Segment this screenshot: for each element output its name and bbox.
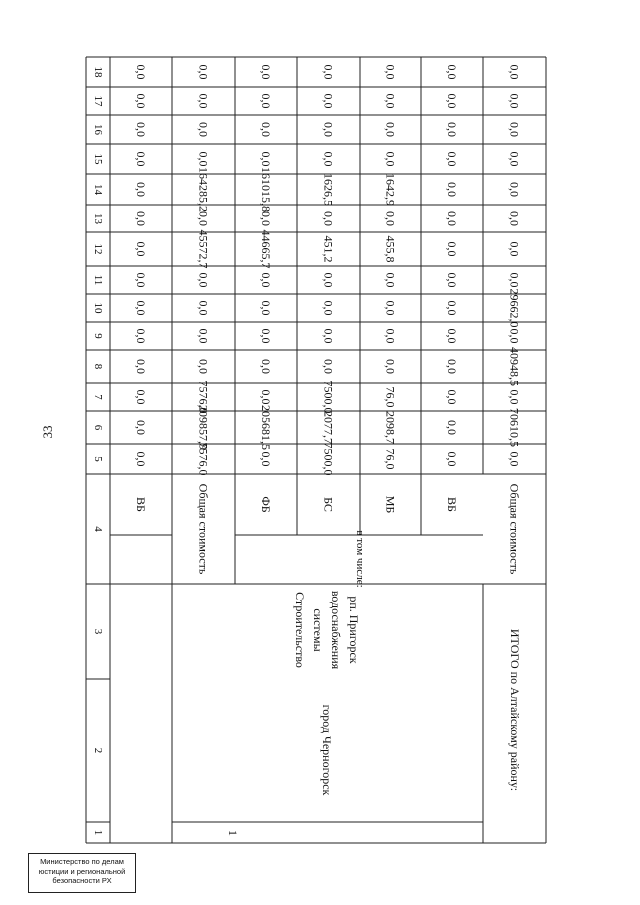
table-cell: 0,0 [445,211,459,226]
table-cell: 7500,0 [321,442,336,476]
table-cell: 0,0 [445,122,459,137]
table-cell: 455,8 [383,235,398,263]
table-cell: 0,0 [134,389,148,405]
block-project-line: водоснабжения [329,590,343,670]
table-cell: 0,0 [507,389,522,405]
column-number-13: 13 [92,213,104,224]
table-cell: 161015,8 [259,167,273,212]
column-number-4: 4 [92,526,104,532]
table-cell: 0,0 [445,420,459,435]
table-cell: 0,0 [507,211,522,226]
table-cell: 0,0 [507,328,522,344]
column-number-14: 14 [92,184,104,195]
block-project-line: рп. Пригорск [347,596,361,664]
table-cell: 0,0 [259,272,273,288]
table-cell: 0,0 [259,300,273,316]
column-number-17: 17 [92,95,104,107]
column-number-5: 5 [92,456,104,462]
block-project-line: Строительство [293,592,307,668]
table-cell: 0,0 [134,182,148,197]
table-cell: 0,0 [507,93,522,109]
table-cell: 0,0 [507,122,522,137]
row-label: Общая стоимость [196,483,211,575]
column-number-16: 16 [92,124,104,135]
table-cell: 1642,9 [383,173,398,206]
table-cell: 0,0 [383,122,398,137]
column-number-7: 7 [92,394,104,400]
table-cell: 0,0 [259,328,273,344]
block-city: город Черногорск [320,704,334,796]
table-cell: 451,2 [321,235,336,263]
table-cell: 44665,7 [259,229,273,269]
table-cell: 0,0 [507,272,522,288]
table-cell: 0,0 [445,93,459,109]
row-label: БС [321,497,336,512]
table-cell: 0,0 [445,272,459,288]
row-label: ВБ [134,497,148,512]
table-cell: 0,0 [259,151,273,167]
table-cell: 0,0 [383,272,398,288]
table-cell: 0,0 [445,241,459,257]
table-cell: 0,0 [445,64,459,80]
table-cell: 2077,7 [321,411,336,444]
table-cell: 0,0 [134,300,148,316]
table-cell: 0,0 [445,151,459,167]
table-cell: 0,0 [259,64,273,80]
table-cell: 0,0 [321,328,336,344]
column-number-10: 10 [92,302,104,314]
table-cell: 2098,7 [383,411,398,444]
table-cell: 76,0 [383,448,398,470]
table-cell: 0,0 [196,122,211,137]
column-number-11: 11 [92,274,104,286]
table-cell: 0,0 [196,64,211,80]
table-cell: 0,0 [134,328,148,344]
column-number-15: 15 [92,153,104,165]
table-cell: 0,0 [134,151,148,167]
stamp-line-1: Министерство по делам [40,857,124,866]
table-cell: 0,0 [321,300,336,316]
column-number-3: 3 [92,628,104,635]
table-cell: 0,0 [196,359,211,374]
row-label: ВБ [445,497,459,512]
in-that-number-label: в том числе: [354,530,366,588]
table-cell: 0,0 [196,300,211,316]
table-cell: 0,0 [259,122,273,137]
table-cell: 0,0 [134,122,148,137]
table-cell: 0,0 [134,211,148,226]
table-cell: 0,0 [383,64,398,80]
table-cell: 0,0 [259,93,273,109]
table-cell: 0,0 [321,93,336,109]
table-cell: 0,0 [134,451,148,467]
row-label: ФБ [259,496,273,513]
stamp-line-2: юстиции и региональной [38,866,126,876]
table-cell: 0,0 [507,451,522,467]
table-cell: 7576,0 [196,380,211,414]
table-cell: 0,0 [134,93,148,109]
table-cell: 205681,5 [259,405,273,450]
table-cell: 0,0 [134,420,148,435]
table-cell: 45572,7 [196,229,211,269]
column-number-1: 1 [92,829,104,836]
row-label: Общая стоимость [507,483,522,575]
table-cell: 0,0 [259,389,273,405]
table-cell: 0,0 [321,151,336,167]
table-cell: 0,0 [507,182,522,197]
table-cell: 76,0 [383,386,398,408]
table-cell: 0,0 [383,93,398,109]
table-cell: 40948,5 [507,347,522,386]
table-cell: 0,0 [507,241,522,257]
table-cell: 1626,5 [321,173,336,206]
block-number: 1 [226,830,240,836]
table-cell: 0,0 [196,151,211,167]
table-cell: 0,0 [445,359,459,374]
table-cell: 0,0 [321,359,336,374]
table-cell: 0,0 [445,451,459,467]
table-cell: 209857,9 [196,405,211,450]
table-cell: 0,0 [383,211,398,226]
column-number-12: 12 [92,243,104,255]
registration-stamp [28,853,136,893]
column-number-9: 9 [92,333,104,339]
table-cell: 0,0 [259,359,273,374]
table-cell: 0,0 [445,389,459,405]
table-cell: 70610,5 [507,408,522,447]
table-cell: 0,0 [134,272,148,288]
table-cell: 7500,0 [321,380,336,414]
table-cell: 0,0 [196,328,211,344]
table-cell: 0,0 [196,211,211,226]
table-cell: 0,0 [321,211,336,226]
table-cell: 0,0 [383,300,398,316]
page-number: 33 [40,425,55,439]
table-cell: 0,0 [321,64,336,80]
column-number-8: 8 [92,363,104,370]
stamp-line-3: безопасности РХ [52,876,112,885]
table-cell: 29662,0 [507,288,522,328]
total-label: ИТОГО по Алтайскому району: [508,628,522,792]
table-cell: 0,0 [134,359,148,374]
table-cell: 0,0 [383,328,398,344]
column-number-2: 2 [92,747,104,754]
table-cell: 0,0 [445,182,459,197]
table-cell: 0,0 [507,151,522,167]
table-cell: 0,0 [321,272,336,288]
column-number-18: 18 [92,66,104,78]
row-label: МБ [383,495,398,514]
table-cell: 0,0 [134,241,148,257]
table-cell: 0,0 [196,272,211,288]
table-cell: 0,0 [445,300,459,316]
table-cell: 164285,2 [196,167,211,212]
table-cell: 0,0 [507,64,522,80]
table-cell: 7576,0 [196,442,211,476]
table-cell: 0,0 [321,122,336,137]
column-number-6: 6 [92,424,104,431]
table-cell: 0,0 [259,451,273,467]
table-cell: 0,0 [383,151,398,167]
table-cell: 0,0 [196,93,211,109]
block-project-line: системы [311,608,325,652]
table-cell: 0,0 [383,359,398,374]
table-cell: 0,0 [134,64,148,80]
table-cell: 0,0 [445,328,459,344]
table-cell: 0,0 [259,211,273,226]
